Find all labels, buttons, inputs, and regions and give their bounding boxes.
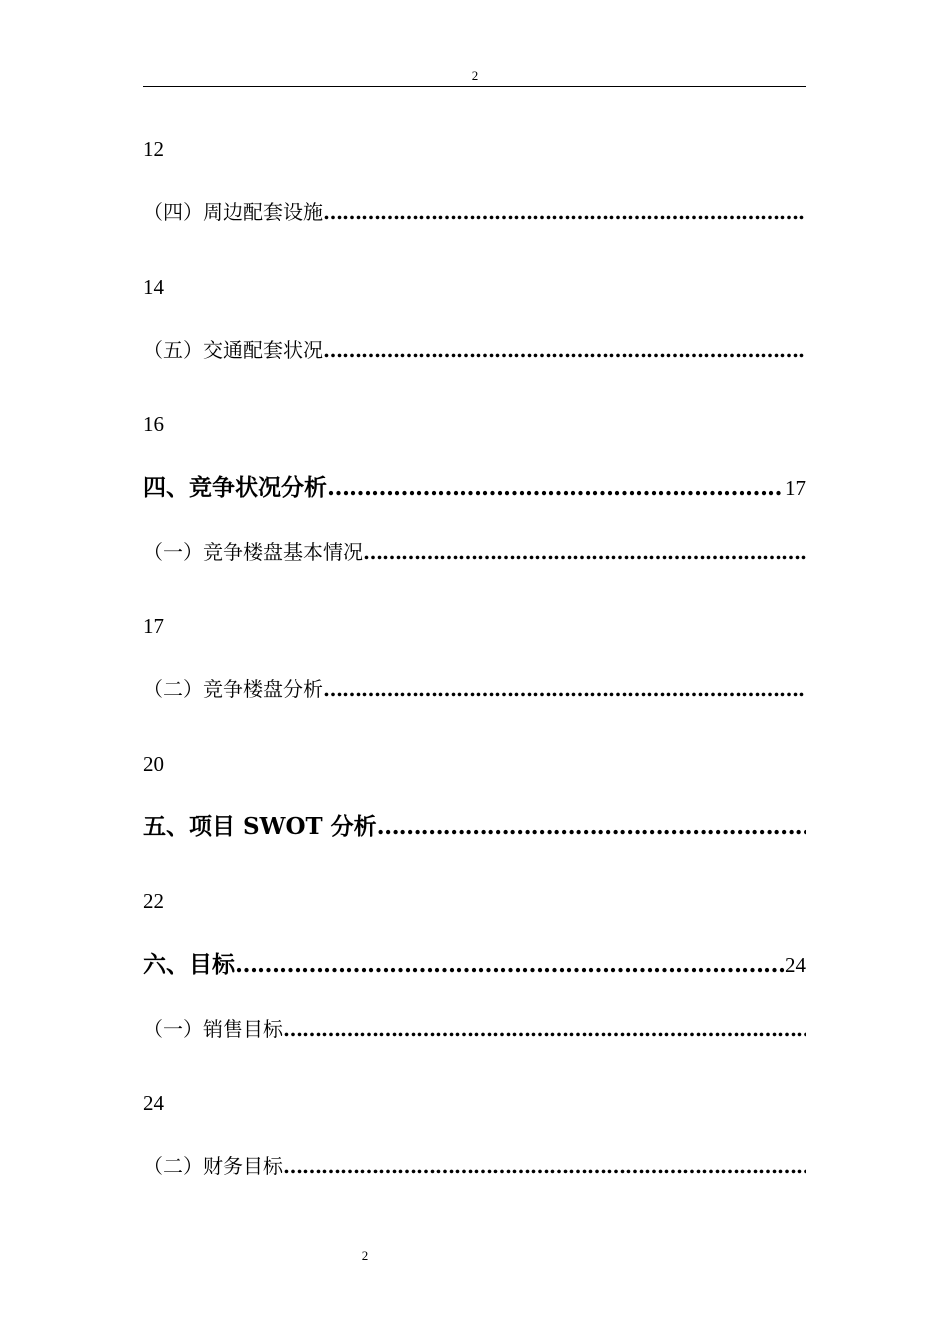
toc-entry[interactable] — [143, 535, 806, 569]
toc-dot-leader — [323, 672, 806, 706]
toc-entry-title: （四）周边配套设施 — [143, 200, 323, 224]
toc-dot-leader — [327, 471, 781, 505]
toc-page-number: 12 — [143, 137, 164, 161]
toc-page-number: 14 — [143, 275, 164, 299]
toc-page-number: 17 — [143, 614, 164, 638]
toc-page-number: 16 — [143, 412, 164, 436]
footer-page-number: 2 — [361, 1248, 369, 1263]
header-page-number: 2 — [471, 68, 479, 83]
toc-entry[interactable] — [143, 195, 806, 229]
toc-dot-leader — [283, 1012, 806, 1046]
toc-entry-title: 五、项目 SWOT 分析 — [143, 813, 377, 840]
toc-entry[interactable] — [143, 810, 806, 844]
toc-entry-title: 六、目标 — [143, 951, 235, 978]
toc-entry-title: （一）竞争楼盘基本情况 — [143, 540, 363, 564]
header-rule — [143, 86, 806, 87]
toc-entry-page: 17 — [785, 476, 806, 500]
toc-entry[interactable] — [143, 948, 806, 982]
toc-page-number: 22 — [143, 889, 164, 913]
toc-entry[interactable] — [143, 471, 806, 505]
toc-entry-title: （二）竞争楼盘分析 — [143, 677, 323, 701]
toc-entry[interactable] — [143, 1012, 806, 1046]
toc-dot-leader — [323, 195, 806, 229]
toc-page-number: 20 — [143, 752, 164, 776]
toc-entry-title: （二）财务目标 — [143, 1154, 283, 1178]
toc-entry-title: （五）交通配套状况 — [143, 338, 323, 362]
toc-entry[interactable] — [143, 333, 806, 367]
toc-page-number: 24 — [143, 1091, 164, 1115]
toc-dot-leader — [235, 948, 785, 982]
toc-dot-leader — [323, 333, 806, 367]
toc-dot-leader — [377, 810, 806, 844]
toc-entry-title: 四、竞争状况分析 — [143, 474, 327, 501]
toc-entry-page: 24 — [785, 953, 806, 977]
toc-dot-leader — [363, 535, 806, 569]
toc-dot-leader — [283, 1149, 806, 1183]
toc-entry[interactable] — [143, 1149, 806, 1183]
toc-entry[interactable] — [143, 672, 806, 706]
toc-entry-title: （一）销售目标 — [143, 1017, 283, 1041]
